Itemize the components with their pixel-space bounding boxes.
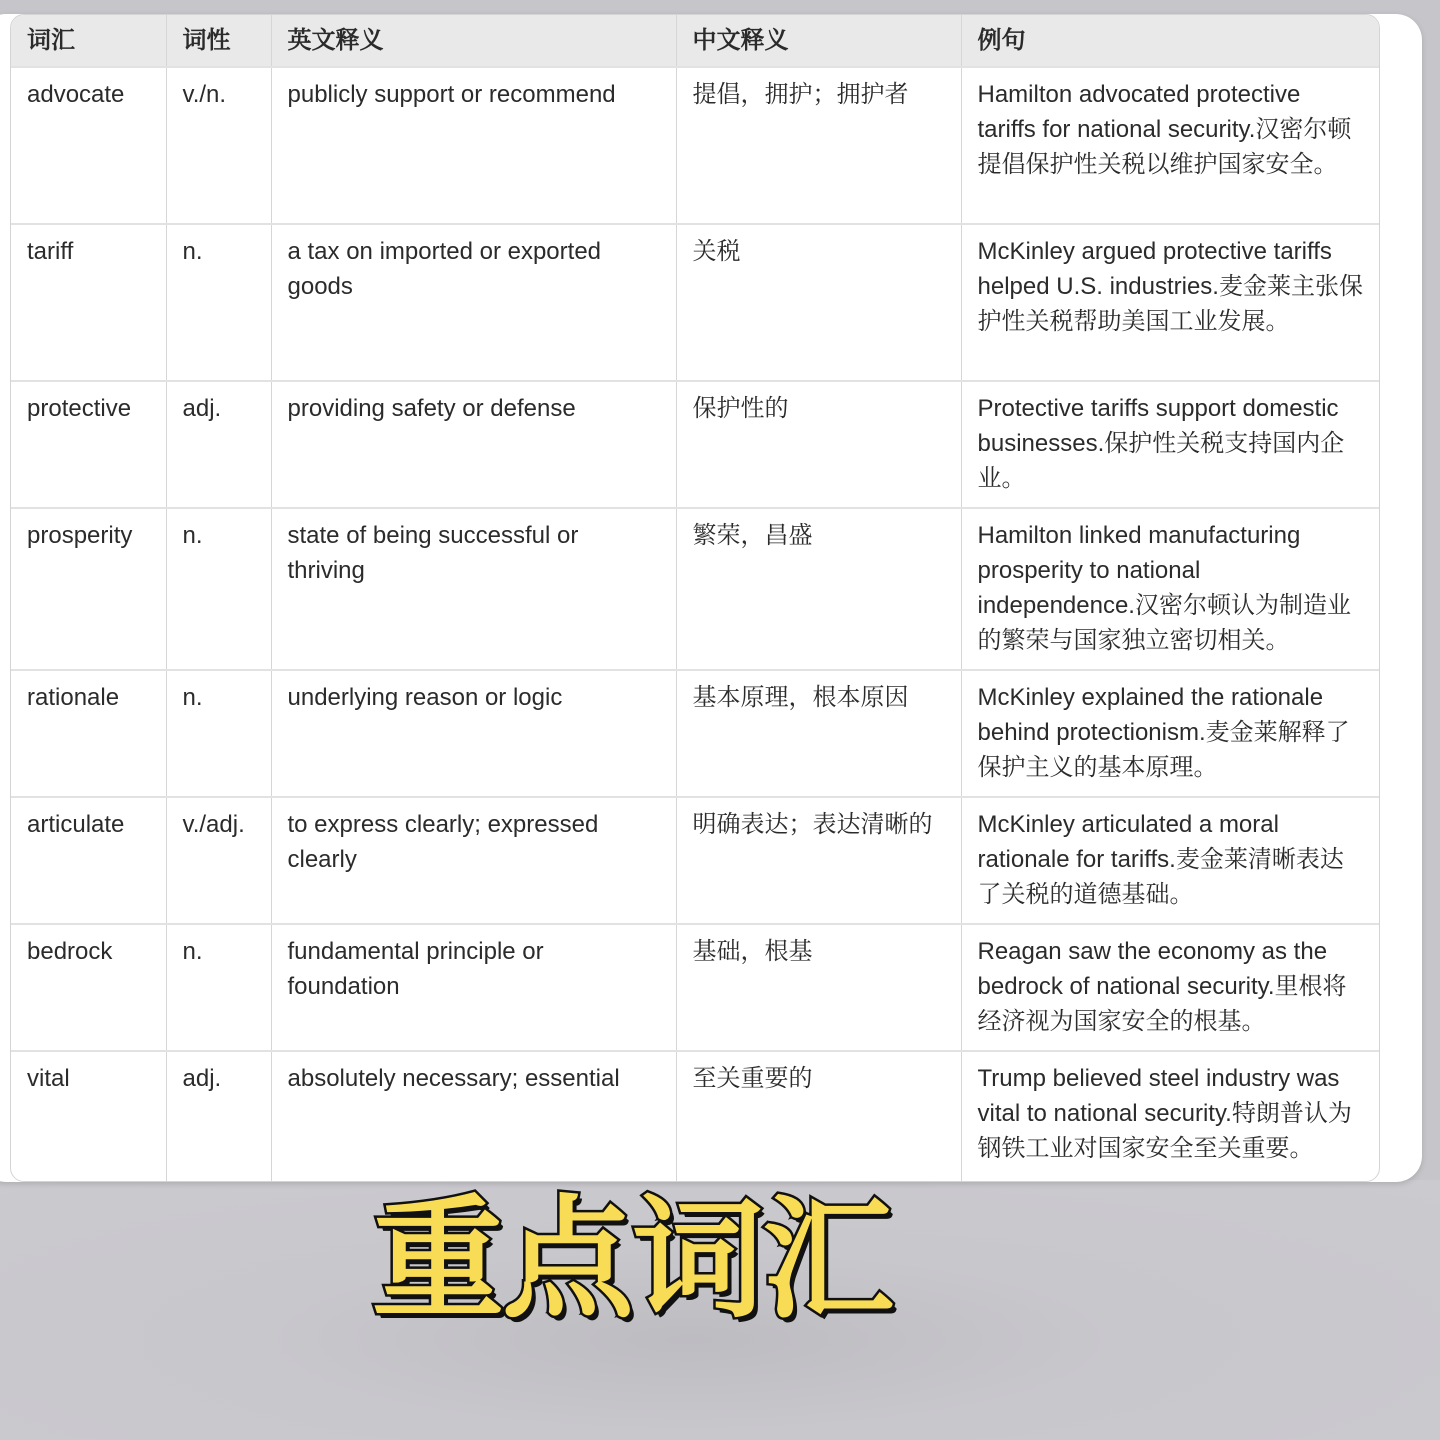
cell-chinese: 提倡，拥护；拥护者 <box>676 67 961 224</box>
table-row <box>11 797 1379 924</box>
table-row <box>11 381 1379 508</box>
cell-word: protective <box>11 381 166 508</box>
cell-english: to express clearly; expressed clearly <box>271 797 676 924</box>
table-row <box>11 670 1379 797</box>
table-row <box>11 67 1379 224</box>
cell-chinese: 基本原理，根本原因 <box>676 670 961 797</box>
cell-example: Hamilton advocated protective tariffs for national security.汉密尔顿提倡保护性关税以维护国家安全。 <box>961 67 1379 224</box>
cell-pos: adj. <box>166 381 271 508</box>
header-word: 词汇 <box>11 15 166 67</box>
table-row <box>11 508 1379 670</box>
cell-chinese: 基础，根基 <box>676 924 961 1051</box>
cell-example: Protective tariffs support domestic businesses.保护性关税支持国内企业。 <box>961 381 1379 508</box>
header-part-of-speech: 词性 <box>166 15 271 67</box>
header-chinese-definition: 中文释义 <box>676 15 961 67</box>
cell-chinese: 保护性的 <box>676 381 961 508</box>
cell-word: vital <box>11 1051 166 1182</box>
cell-english: providing safety or defense <box>271 381 676 508</box>
cell-english: underlying reason or logic <box>271 670 676 797</box>
cell-english: state of being successful or thriving <box>271 508 676 670</box>
cell-word: prosperity <box>11 508 166 670</box>
cell-example: Trump believed steel industry was vital to national security.特朗普认为钢铁工业对国家安全至关重要。 <box>977 1065 1352 1162</box>
cell-chinese: 明确表达；表达清晰的 <box>676 797 961 924</box>
cell-english: absolutely necessary; essential <box>271 1051 676 1182</box>
cell-pos: n. <box>166 224 271 381</box>
cell-english: fundamental principle or foundation <box>271 924 676 1051</box>
cell-chinese: 繁荣，昌盛 <box>676 508 961 670</box>
cell-english: publicly support or recommend <box>271 67 676 224</box>
cell-chinese: 关税 <box>676 224 961 381</box>
vocabulary-table <box>11 15 1379 1182</box>
cell-pos: n. <box>166 508 271 670</box>
vocabulary-table-container <box>10 14 1380 1182</box>
cell-example: McKinley argued protective tariffs helped U.S. industries.麦金莱主张保护性关税帮助美国工业发展。 <box>961 224 1379 381</box>
cell-word: advocate <box>11 67 166 224</box>
cell-pos: adj. <box>166 1051 271 1182</box>
cell-example: Hamilton linked manufacturing prosperity to national independence.汉密尔顿认为制造业的繁荣与国家独立密切相关。 <box>961 508 1379 670</box>
cell-pos: v./n. <box>166 67 271 224</box>
cell-example: McKinley articulated a moral rationale for tariffs.麦金莱清晰表达了关税的道德基础。 <box>961 797 1379 924</box>
table-row <box>11 224 1379 381</box>
cell-pos: n. <box>166 670 271 797</box>
cell-example: McKinley explained the rationale behind protectionism.麦金莱解释了保护主义的基本原理。 <box>961 670 1379 797</box>
table-row <box>11 924 1379 1051</box>
cell-pos: v./adj. <box>166 797 271 924</box>
cell-word: articulate <box>11 797 166 924</box>
cell-pos: n. <box>166 924 271 1051</box>
cell-example: Reagan saw the economy as the bedrock of national security.里根将经济视为国家安全的根基。 <box>961 924 1379 1051</box>
table-row <box>11 1051 1379 1182</box>
header-english-definition: 英文释义 <box>271 15 676 67</box>
cell-word: tariff <box>11 224 166 381</box>
table-header-row <box>11 15 1379 67</box>
cell-chinese: 至关重要的 <box>676 1051 961 1182</box>
cell-word: bedrock <box>11 924 166 1051</box>
cell-english: a tax on imported or exported goods <box>271 224 676 381</box>
caption-title: 重点词汇 <box>372 1183 892 1337</box>
cell-word: rationale <box>11 670 166 797</box>
header-example: 例句 <box>961 15 1379 67</box>
